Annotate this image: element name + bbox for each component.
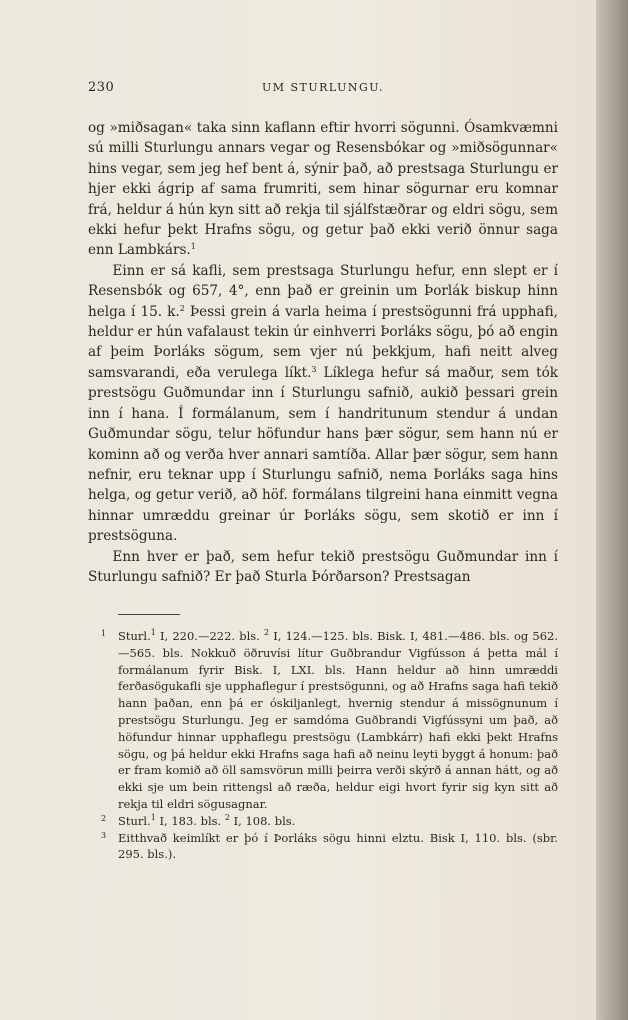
note-reference: 2 [179, 303, 185, 313]
footnote [88, 628, 558, 813]
footnote-mark: 2 [101, 813, 107, 823]
footnote-text: Sturl. [118, 629, 151, 643]
footnotes [88, 628, 558, 863]
body-text [88, 118, 558, 587]
edition-superscript: 2 [263, 628, 270, 637]
paragraph [88, 547, 558, 588]
footnote-mark: 1 [101, 629, 107, 638]
paragraph-text: og »miðsagan« taka sinn kaflann eftir hvorri sögunni. Ósamkvæmni sú milli Sturlungu annars vegar og Resensbókar og »miðsögunnar« hins vegar, sem jeg hef bent á, sýnir það, að prestsaga Sturlungu er hjer ekki ágrip af sama frumriti, sem hinar sögurnar eru komnar frá, heldur á hún kyn sitt að rekja til sjálfstæðrar og eldri sögu, sem ekki hefur þekt Hrafns sögu, og getur það ekki verið önnur saga enn Lambkárs. [88, 120, 558, 259]
edition-superscript: 1 [150, 628, 156, 637]
running-title: UM STURLUNGU. [261, 81, 385, 94]
footnote-text: I, 124.—125. bls. Bisk. I, 481.—486. bls. og 562.—565. bls. Nokkuð öðruvísi lítur Guðbrandur Vigfússon á þetta mál í formálanum fyrir Bisk. I, LXI. bls. Hann heldur að hinn umræddi ferðasögukafli sje upphaflegur í prestsögunni, og að Hrafns saga hafi tekið hann þaðan, enn þá er óskiljanlegt, hvernig stendur á missögnunum í prestsögu Sturlungu. Jeg er samdóma Guðbrandi Vigfússyni um það, að höfundur hinnar upphaflegu prestsögu (Lambkárr) hafi ekki þekt Hrafns sögu, og þá heldur ekki Hrafns saga hafi að neinu leyti byggt á honum: það er fram komið að öll samsvörun milli þeirra verði skýrð á annan hátt, og að ekki sje um bein rittengsl að ræða, heldur eigi hvort fyrir sig kyn sitt að rekja til eldri sögusagnar. [118, 629, 558, 811]
page-number: 230 [88, 80, 115, 95]
note-reference: 1 [190, 242, 196, 252]
edition-superscript: 2 [224, 812, 230, 822]
footnote-text: I, 220.—222. bls. [155, 629, 264, 643]
paragraph-text: Þessi grein á varla heima í prestsögunni frá upphafi, heldur er hún vafalaust tekin úr einhverri Þorláks sögu, þó að engin af þeim Þorláks sögum, sem vjer nú þekkjum, hafi neitt alveg samsvarandi, eða verulega líkt. [88, 303, 558, 381]
paragraph-text: Líklega hefur sá maður, sem tók prestsögu Guðmundar inn í Sturlungu safnið, aukið þessari grein inn í hana. Í formálanum, sem í handritunum stendur á undan Guðmundar sögu, telur höfundur hans þær sögur, sem hann nú er kominn að og verða hver annari samtíða. Allar þær sögur, sem hann nefnir, eru teknar upp í Sturlungu safnið, nema Þorláks saga hins helga, og getur verið, að höf. formálans tilgreini hana einmitt vegna hinnar umræddu greinar úr Þorláks sögu, sem skotið er inn í prestsöguna. [88, 364, 559, 545]
footnote [88, 813, 558, 830]
footnote-divider [118, 614, 180, 615]
paragraph [88, 118, 558, 261]
footnote-mark: 3 [101, 830, 107, 840]
footnote-text: I, 108. bls. [229, 813, 296, 828]
paragraph-text: Einn er sá kafli, sem prestsaga Sturlungu hefur, enn slept er í Resensbók og 657, 4°, enn það er greinin um Þorlák biskup hinn helga í 15. k. [88, 262, 558, 320]
footnote-text: I, 183. bls. [155, 813, 225, 828]
paragraph [88, 261, 558, 547]
running-head [88, 80, 558, 100]
footnote-text: Eitthvað keimlíkt er þó í Þorláks sögu hinni elztu. Bisk I, 110. bls. (sbr. 295. bls.). [118, 830, 558, 862]
book-spine-edge [596, 0, 628, 1020]
paragraph-text: Enn hver er það, sem hefur tekið prestsögu Guðmundar inn í Sturlungu safnið? Er það Sturla Þórðarson? Prestsagan [88, 548, 558, 585]
footnote-text: Sturl. [118, 813, 151, 828]
edition-superscript: 1 [150, 812, 156, 822]
footnote [88, 830, 558, 864]
note-reference: 3 [311, 364, 317, 374]
